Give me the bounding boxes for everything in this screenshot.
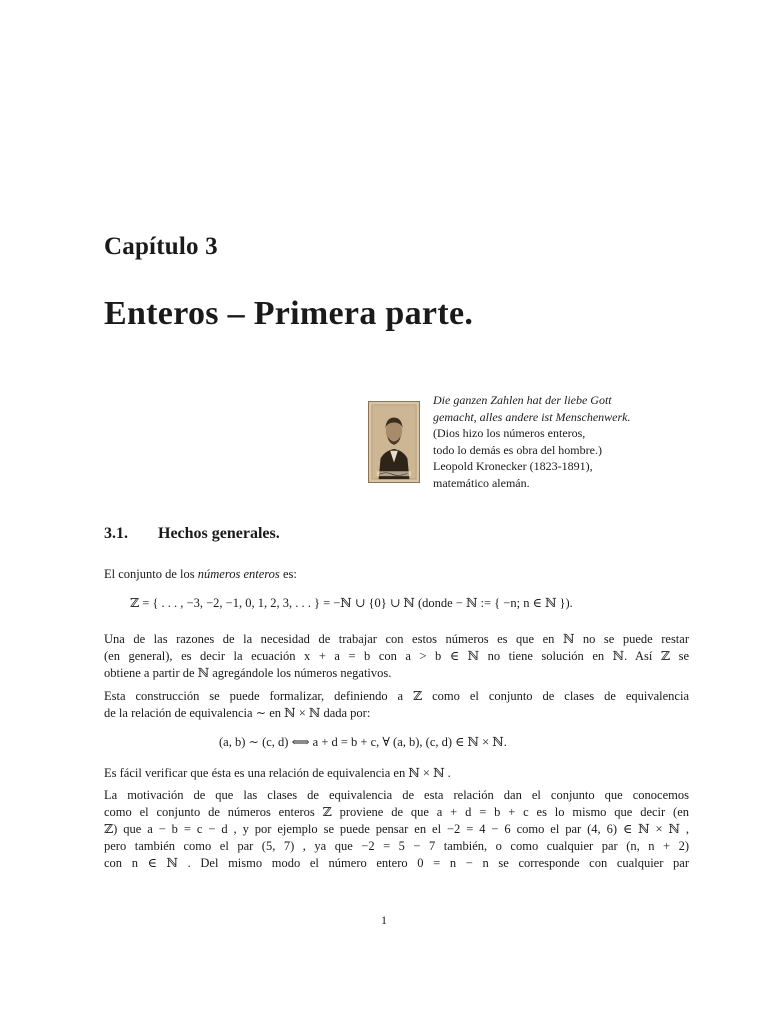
chapter-title: Enteros – Primera parte. bbox=[104, 295, 474, 332]
equation-equivalence-relation: (a, b) ∼ (c, d) ⟺ a + d = b + c, ∀ (a, b), (c, d) ∈ ℕ × ℕ. bbox=[219, 735, 507, 749]
text-line: con n ∈ ℕ . Del mismo modo el número entero 0 = n − n se corresponde con cualquier par bbox=[104, 856, 689, 870]
kronecker-portrait bbox=[368, 401, 420, 483]
intro-text: El conjunto de los bbox=[104, 567, 198, 581]
epigraph-quote-line: Die ganzen Zahlen hat der liebe Gott bbox=[433, 393, 612, 407]
paragraph-motivation bbox=[104, 631, 689, 682]
text-line: como el conjunto de números enteros ℤ proviene de que a + d = b + c es lo mismo que decir (en bbox=[104, 805, 689, 819]
equation-integers-set: ℤ = { . . . , −3, −2, −1, 0, 1, 2, 3, . . . } = −ℕ ∪ {0} ∪ ℕ (donde − ℕ := { −n; n ∈ ℕ }). bbox=[130, 596, 573, 610]
text-line: ℤ) que a − b = c − d , y por ejemplo se puede pensar en el −2 = 4 − 6 como el par (4, 6) ∈ ℕ × ℕ , bbox=[104, 822, 689, 836]
section-number: 3.1. bbox=[104, 525, 128, 542]
epigraph-quote-line: gemacht, alles andere ist Menschenwerk. bbox=[433, 409, 631, 424]
text-line: pero también como el par (5, 7) , ya que −2 = 5 − 7 también, o como cualquier par (n, n + 2) bbox=[104, 839, 689, 853]
paragraph-verification bbox=[104, 765, 689, 782]
page-number: 1 bbox=[381, 913, 387, 927]
section-heading bbox=[104, 525, 280, 543]
paragraph-classes bbox=[104, 787, 689, 872]
section-title: Hechos generales. bbox=[158, 525, 280, 542]
intro-suffix: es: bbox=[279, 567, 297, 581]
text-line: Una de las razones de la necesidad de trabajar con estos números es que en ℕ no se puede restar bbox=[104, 632, 689, 646]
text-line: de la relación de equivalencia ∼ en ℕ × ℕ dada por: bbox=[104, 706, 371, 720]
text-line: Esta construcción se puede formalizar, definiendo a ℤ como el conjunto de clases de equivalencia bbox=[104, 689, 689, 703]
epigraph-author-description: matemático alemán. bbox=[433, 475, 530, 490]
text-line: obtiene a partir de ℕ agregándole los números negativos. bbox=[104, 666, 392, 680]
epigraph-translation-line: todo lo demás es obra del hombre.) bbox=[433, 442, 602, 457]
epigraph-author: Leopold Kronecker (1823-1891), bbox=[433, 459, 593, 474]
chapter-label: Capítulo 3 bbox=[104, 233, 218, 260]
portrait-image bbox=[369, 402, 419, 482]
intro-emphasis: números enteros bbox=[197, 567, 280, 581]
paragraph-construction bbox=[104, 688, 689, 722]
text-line: (en general), es decir la ecuación x + a = b con a > b ∈ ℕ no tiene solución en ℕ. Así ℤ se bbox=[104, 649, 689, 663]
paragraph-intro bbox=[104, 566, 689, 583]
text-line: Es fácil verificar que ésta es una relación de equivalencia en ℕ × ℕ . bbox=[104, 766, 451, 780]
epigraph-translation-line: (Dios hizo los números enteros, bbox=[433, 426, 586, 441]
epigraph bbox=[433, 392, 733, 492]
text-line: La motivación de que las clases de equivalencia de esta relación dan el conjunto que conocemos bbox=[104, 788, 689, 802]
